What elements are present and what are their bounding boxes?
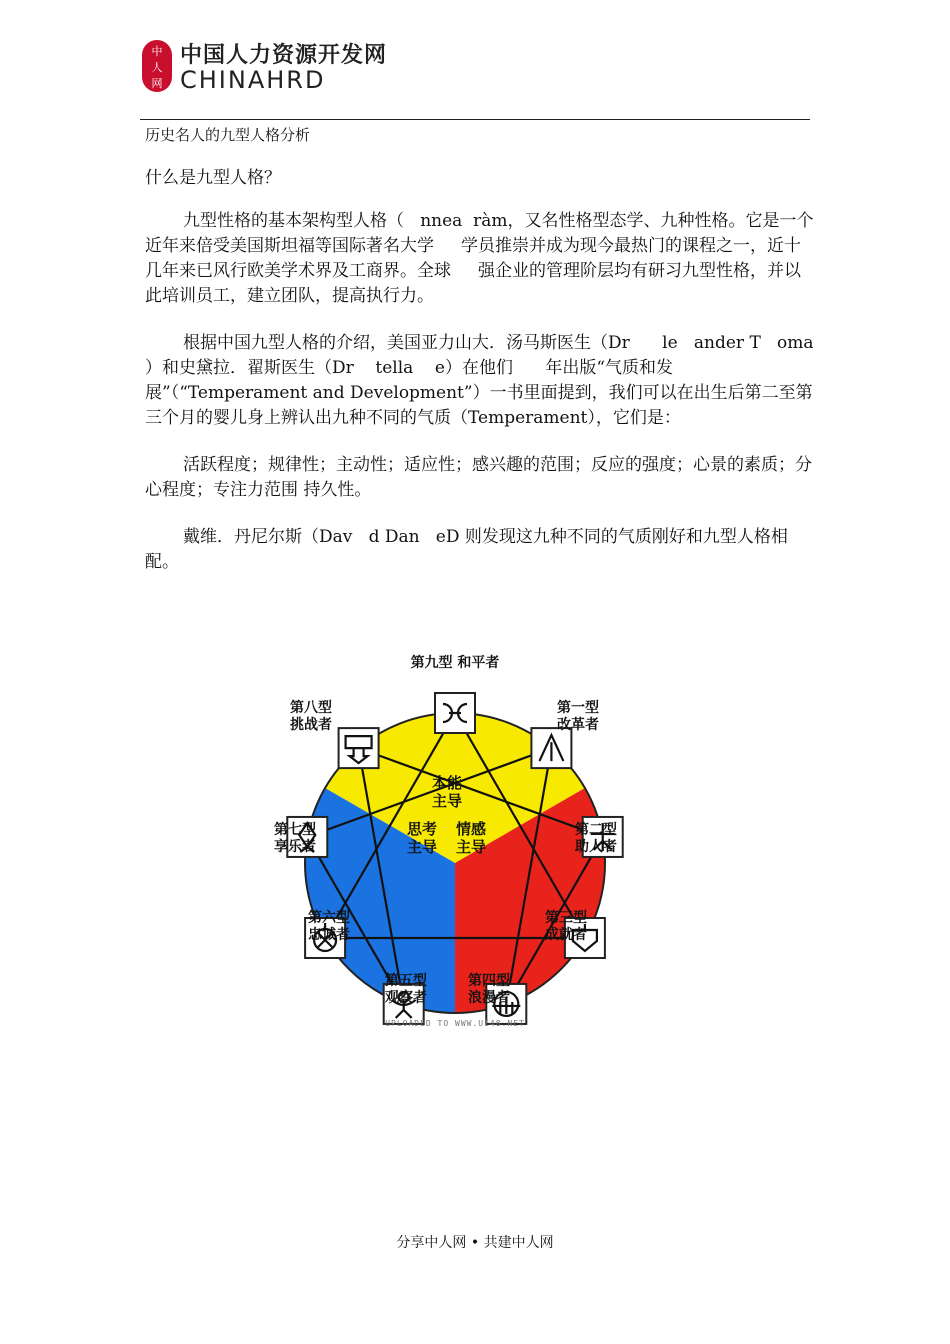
article-body: [145, 166, 819, 597]
upload-watermark: UPLOADED TO WWW.UI48.NET: [385, 1019, 525, 1028]
logo-english-name: CHINAHRD: [180, 66, 326, 94]
type-name-6: 忠诚者: [308, 927, 350, 943]
paragraph-1: 九型性格的基本架构型人格（ nnea ràm，又名性格型态学、九种性格。它是一个近年来倍受美国斯坦福等国际著名大学 学员推崇并成为现今最热门的课程之一，近十几年来已风行欧美学术界及工商界。全球 强企业的管理阶层均有研习九型性格，并以此培训员工，建立团队，提高执行力。: [145, 211, 814, 306]
type-name-5: 观察者: [385, 990, 427, 1006]
instinct-center-label: 本能: [431, 774, 463, 792]
type-number-5: 第五型: [385, 973, 427, 989]
section-question: 什么是九型人格？: [145, 168, 281, 188]
type-label-9: 第九型 和平者: [410, 655, 500, 671]
chinahrd-logo[interactable]: [142, 38, 402, 96]
instinct-center-label: 主导: [431, 792, 463, 810]
triangle-arrow-icon: [531, 728, 571, 768]
enneagram-figure: [265, 648, 645, 1033]
type-number-6: 第六型: [308, 910, 350, 926]
type-name-4: 浪漫者: [468, 990, 510, 1006]
logo-chinese-name: 中国人力资源开发网: [180, 43, 388, 68]
footer-text: 分享中人网 • 共建中人网: [396, 1235, 554, 1251]
thinking-center-label: 思考: [406, 820, 438, 838]
type-number-4: 第四型: [468, 973, 510, 989]
type-number-3: 第三型: [545, 910, 587, 926]
document-header-title: 历史名人的九型人格分析: [145, 126, 311, 144]
enneagram-diagram: [265, 648, 645, 1033]
paragraph-2: 根据中国九型人格的介绍，美国亚力山大．汤马斯医生（Dr le ander T oma ）和史黛拉．翟斯医生（Dr tella e）在他们 年出版“气质和发展”（“Temperament and Development”）一书里面提到，我们可以在出生后第二至第三个月的婴儿身上辨认出九种不同的气质（Temperament），它们是：: [145, 333, 819, 428]
type-number-2: 第二型: [575, 822, 617, 838]
type-name-7: 享乐者: [274, 839, 316, 855]
type-name-1: 改革者: [557, 717, 599, 733]
type-number-8: 第八型: [290, 700, 332, 716]
type-name-8: 挑战者: [290, 717, 332, 733]
paragraph-3: 活跃程度；规律性；主动性；适应性；感兴趣的范围；反应的强度；心景的素质；分心程度；专注力范围 持久性。: [145, 455, 812, 500]
type-name-2: 助人者: [575, 839, 617, 855]
moons-icon: [435, 693, 475, 733]
logo-mark: 中 人 网: [142, 40, 172, 92]
type-number-7: 第七型: [274, 822, 316, 838]
header-divider: [140, 119, 810, 120]
paragraph-4: 戴维．丹尼尔斯（Dav d Dan eD 则发现这九种不同的气质刚好和九型人格相配。: [145, 527, 788, 572]
feeling-center-label: 主导: [455, 838, 487, 856]
feeling-center-label: 情感: [455, 820, 487, 838]
arrow-down-box-icon: [339, 728, 379, 768]
type-number-1: 第一型: [557, 700, 599, 716]
thinking-center-label: 主导: [406, 838, 438, 856]
type-name-3: 成就者: [545, 927, 587, 943]
